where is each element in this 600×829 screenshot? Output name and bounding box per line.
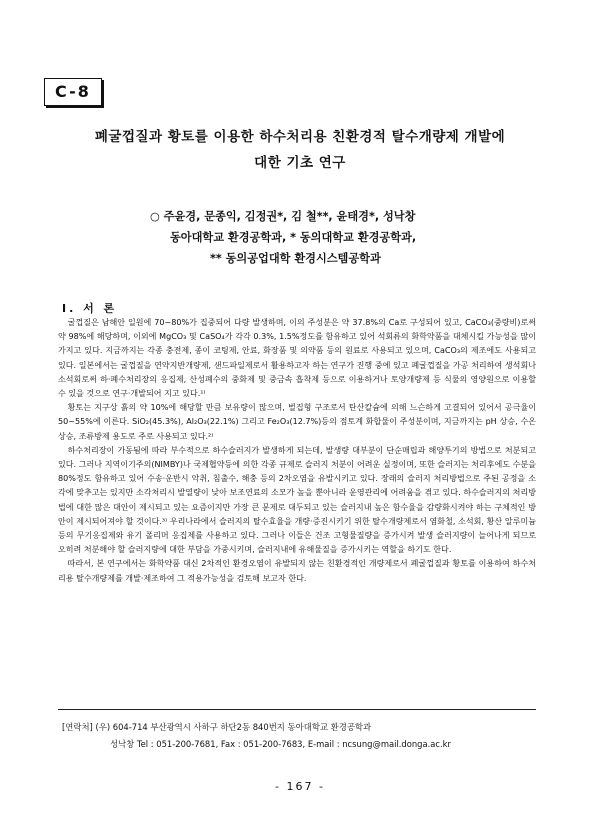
footnote-divider: [58, 709, 536, 710]
author-block: [150, 206, 590, 269]
author-names: ○ 주윤경, 문종익, 김정권*, 김 철**, 윤태경*, 성낙창: [150, 210, 416, 223]
paragraph: 하수처리장이 가동됨에 따라 부수적으로 하수슬러지가 발생하게 되는데, 발생량 대부분이 단순매립과 해양투기의 방법으로 처분되고 있다. 그러나 지역이기주의(NIMBY)나 국제협약등에 의한 각종 규제로 슬러지 처분이 어려운 실정이며, 또한 슬러지는 처리후에도 수분을 80%정도 함유하고 있어 수송·운반시 악취, 침출수, 해충 등의 2차오염을 유발시키고 있다. 장래의 슬러지 처리방법으로 주된 공정을 소각에 맞추고는 있지만 소각처리시 발열량이 낮아 보조연료의 소모가 높을 뿐아니라 운영관리에 어려움을 겪고 있다. 하수슬러지의 처리방법에 대한 많은 대안이 제시되고 있는 요즘이지만 가장 큰 문제로 대두되고 있는 슬러지내 높은 함수율을 감량화시켜야 하는 구체적인 방안이 제시되어져야 할 것이다.³⁾ 우리나라에서 슬러지의 탈수효율을 개량·증진시키기 위한 탈수개량제로서 염화철, 소석회, 황산 알루미늄 등의 무기응집제와 유기 폴리머 응집제를 사용하고 있다. 그러나 이들은 건조 고형물질량을 증가시켜 발생 슬러지량이 늘어나게 되므로 오히려 처분해야 할 슬러지량에 대한 부담을 가중시키며, 슬러지내에 유해물질을 증가시키는 역할을 하기도 한다.: [58, 445, 536, 555]
author-affiliation-1: 동아대학교 환경공학과, * 동의대학교 환경공학과,: [170, 231, 417, 244]
paragraph: 황토는 지구상 흙의 약 10%에 해당할 만큼 보유량이 많으며, 벌집형 구조로서 탄산칼슘에 의해 느슨하게 고결되어 있어서 공극율이 50~55%에 이른다. SiO₂(45.3%), Al₂O₃(22.1%) 그리고 Fe₂O₃(12.7%)등의 점토계 화합물이 주성분이며, 지금까지는 pH 상승, 수온 상승, 조류방제 용도로 주로 사용되고 있다.²⁾: [58, 403, 536, 441]
author-affiliation-2: ** 동의공업대학 환경시스템공학과: [210, 252, 381, 265]
paragraph: 따라서, 본 연구에서는 화학약품 대신 2차적인 환경오염이 유발되지 않는 친환경적인 개량제로서 폐굴껍질과 황토를 이용하여 하수처리용 탈수개량제를 개발·제조하여 그 적용가능성을 검토해 보고자 한다.: [58, 559, 536, 583]
section-heading: Ⅰ. 서 론: [62, 302, 118, 315]
contact-block: [62, 719, 542, 753]
contact-address: [연락처] (우) 604-714 부산광역시 사하구 하단2동 840번지 동아대학교 환경공학과: [62, 722, 372, 732]
paper-title: 폐굴껍질과 황토를 이용한 하수처리용 친환경적 탈수개량제 개발에: [94, 129, 506, 145]
paper-code-box: C-8: [44, 78, 102, 106]
contact-details: 성낙창 Tel : 051-200-7681, Fax : 051-200-7683, E-mail : ncsung@mail.donga.ac.kr: [110, 739, 451, 749]
paragraph: 굴껍질은 남해안 일원에 70~80%가 집중되어 다량 발생하며, 이의 주성분은 약 37.8%의 Ca로 구성되어 있고, CaCO₃(중량비)로써 약 98%에 해당하며, 이외에 MgCO₃ 및 CaSO₄가 각각 0.3%, 1.5%정도를 함유하고 있어 석회류의 화학약품을 대체시킬 가능성을 많이 가지고 있다. 지금까지는 각종 충전제, 종이 코팅제, 안료, 화장품 및 의약품 등의 원료로 사용되고 있으며, CaCO₃의 제조에도 사용되고 있다. 일본에서는 굴껍질을 연약지반개량제, 샌드파일제로서 활용하고자 하는 연구가 진행 중에 있고 폐굴껍질을 가공 처리하여 생석회나 소석회로써 하·폐수처리장의 응집제, 산성폐수의 중화제 및 중금속 흡착제 등으로 이용하거나 토양개량제 등 식물의 영양원으로 이용할 수 있을 것으로 연구·개발되어 지고 있다.¹⁾: [58, 318, 536, 399]
page-number: - 167 -: [275, 780, 325, 793]
paper-title-continued: 대한 기초 연구: [254, 155, 346, 171]
body-text: [58, 316, 536, 586]
